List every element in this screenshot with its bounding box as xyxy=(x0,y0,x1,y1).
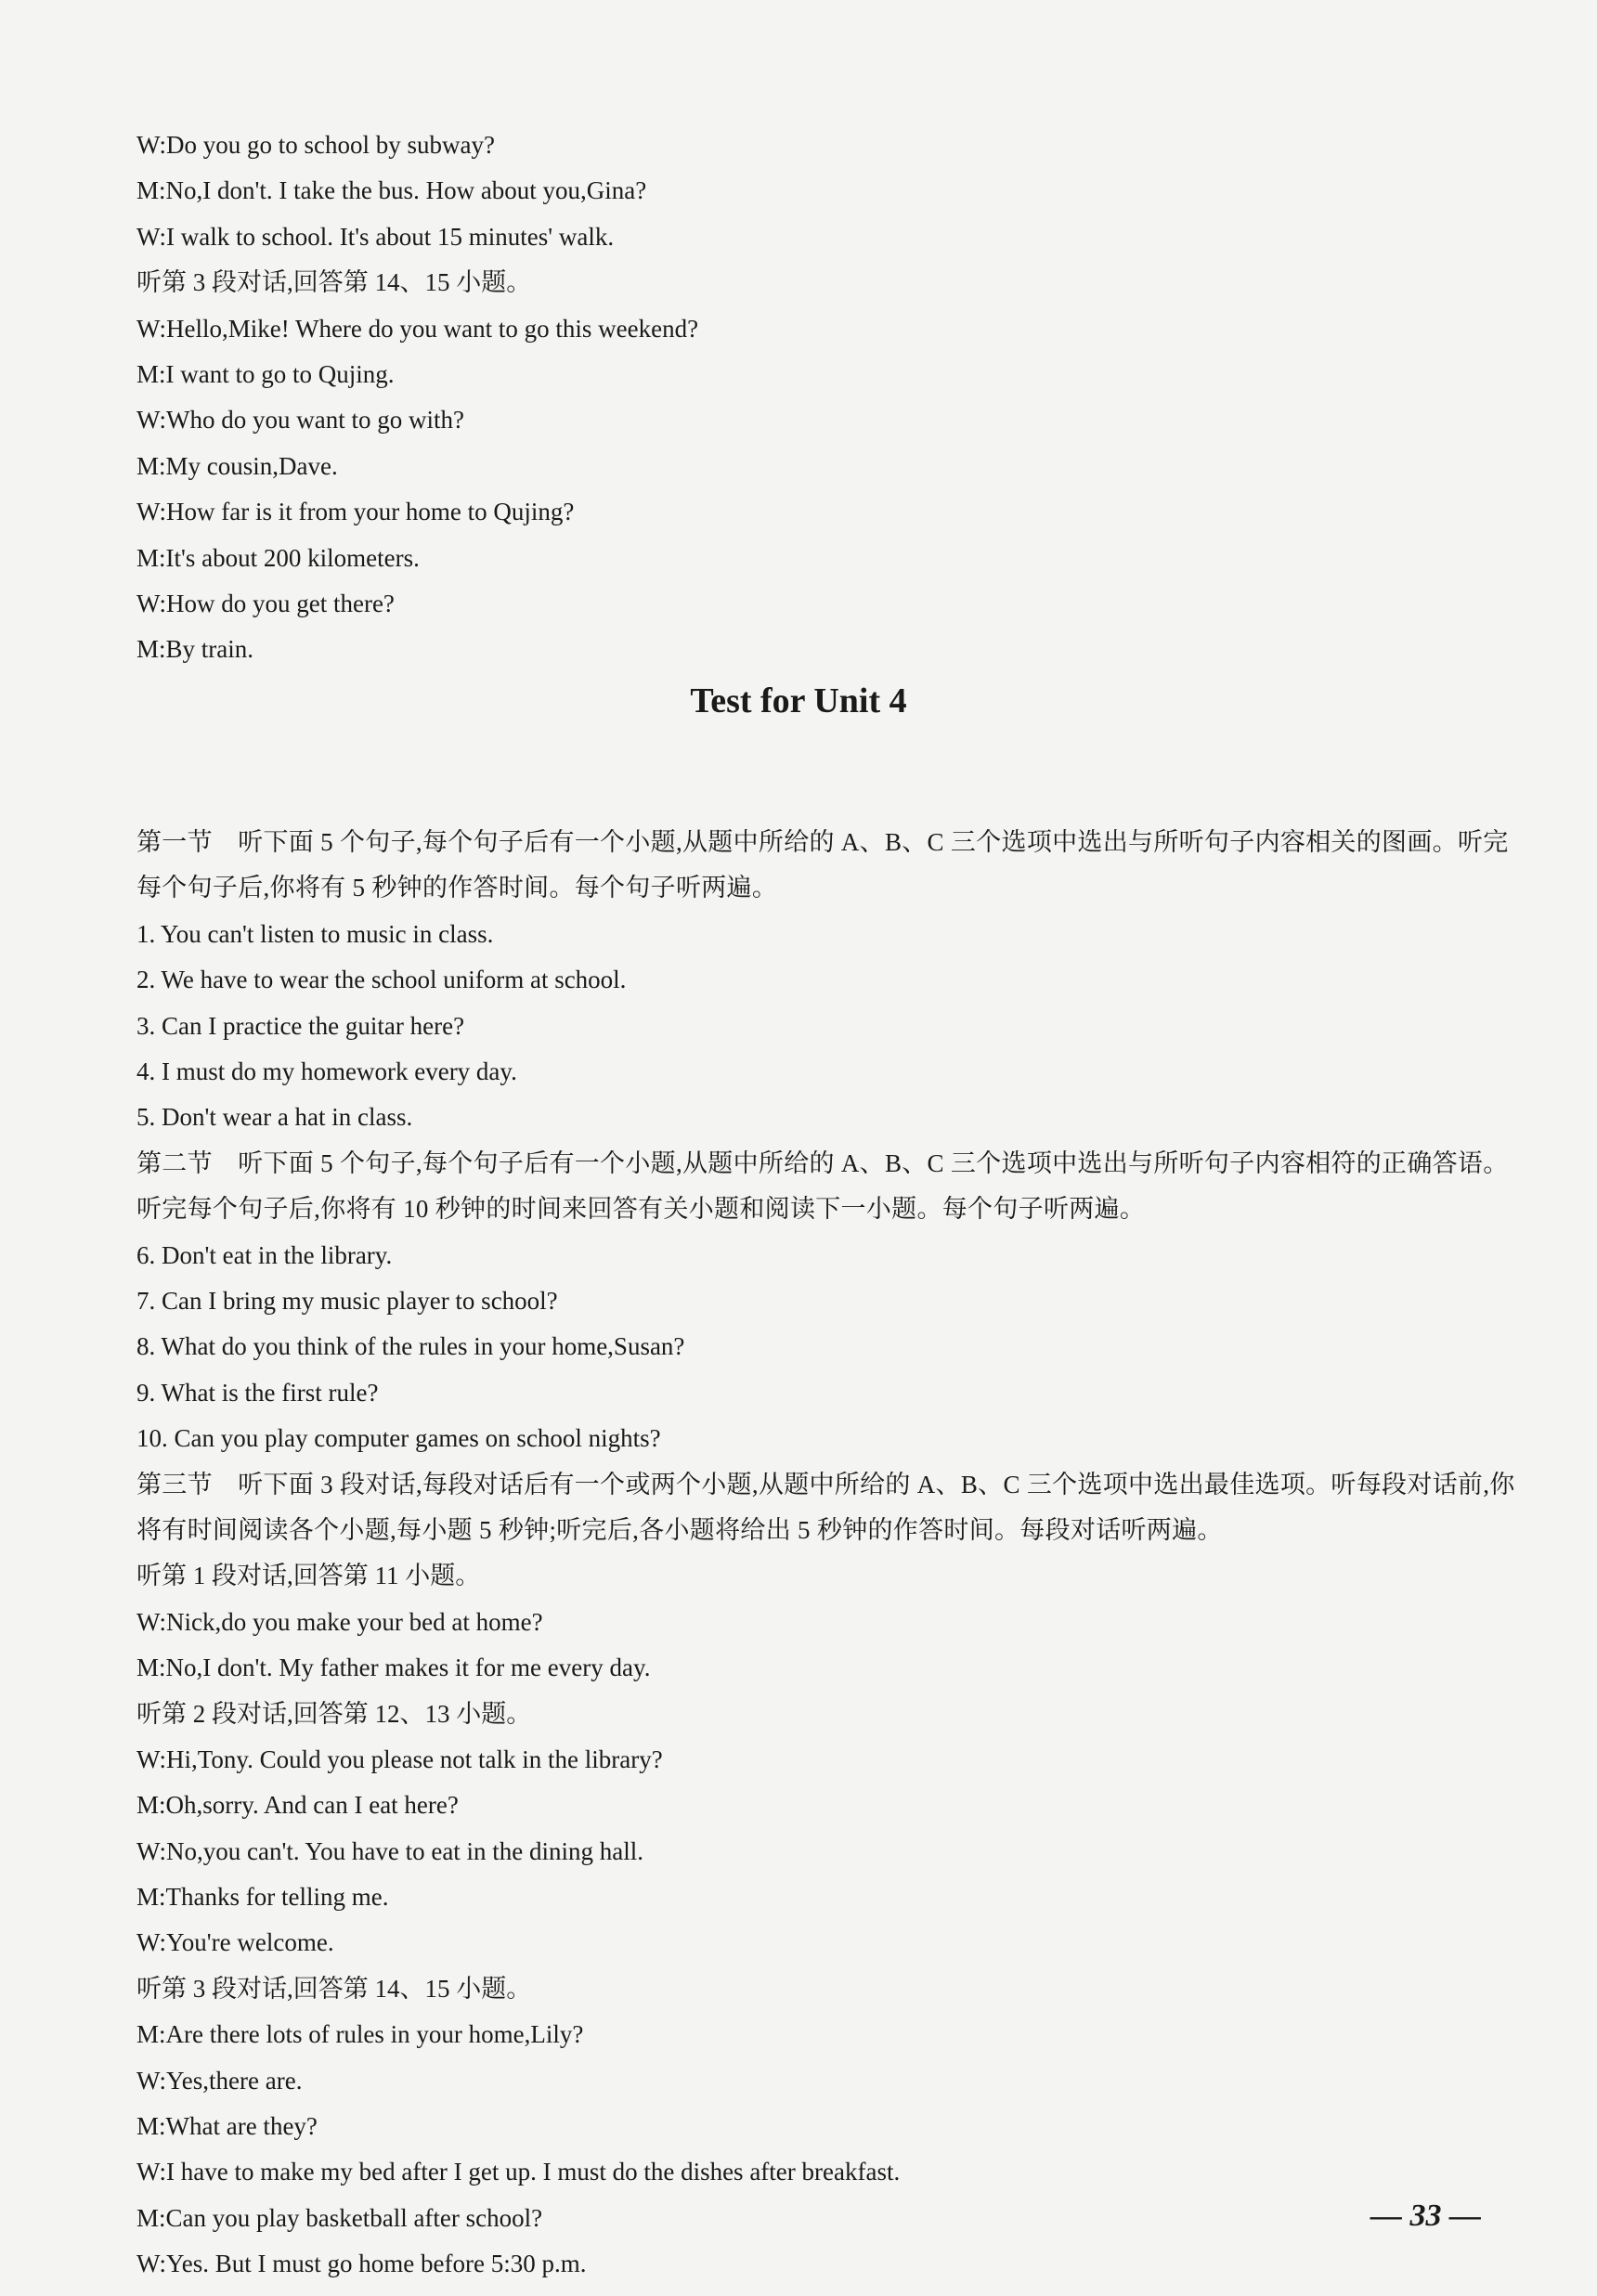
question-item: 3. Can I practice the guitar here? xyxy=(136,1011,465,1040)
text-line: 听第 3 段对话,回答第 14、15 小题。 xyxy=(136,268,532,297)
question-item: 7. Can I bring my music player to school? xyxy=(136,1286,558,1315)
text-line: W:Who do you want to go with? xyxy=(136,406,464,435)
text-line: W:How do you get there? xyxy=(136,589,395,617)
text-line: M:What are they? xyxy=(136,2112,318,2141)
text-line: M:It's about 200 kilometers. xyxy=(136,543,420,572)
text-line: W:You're welcome. xyxy=(136,1928,334,1957)
text-line: M:Thanks for telling me. xyxy=(136,1883,389,1912)
text-line: 听第 2 段对话,回答第 12、13 小题。 xyxy=(136,1699,532,1728)
section3-intro: 第三节 听下面 3 段对话,每段对话后有一个或两个小题,从题中所给的 A、B、C 三个选项中选出最佳选项。听每段对话前,你将有时间阅读各个小题,每小题 5 秒钟;听完后,各小题将给出 5 秒钟的作答时间。每段对话听两遍。 xyxy=(136,1470,1515,1544)
text-line: M:Oh,sorry. And can I eat here? xyxy=(136,1791,459,1820)
text-line: W:Hi,Tony. Could you please not talk in the library? xyxy=(136,1745,663,1773)
text-line: M:I want to go to Qujing. xyxy=(136,359,395,388)
text-line: 听第 1 段对话,回答第 11 小题。 xyxy=(136,1562,481,1590)
question-item: 4. I must do my homework every day. xyxy=(136,1057,517,1085)
question-item: 9. What is the first rule? xyxy=(136,1378,379,1407)
text-line: W:I have to make my bed after I get up. I must do the dishes after breakfast. xyxy=(136,2158,901,2186)
question-item: 6. Don't eat in the library. xyxy=(136,1240,393,1269)
text-line: W:Nick,do you make your bed at home? xyxy=(136,1607,543,1636)
question-item: 1. You can't listen to music in class. xyxy=(136,919,494,948)
question-item: 5. Don't wear a hat in class. xyxy=(136,1103,413,1132)
unit4-test xyxy=(136,820,1520,2288)
text-line: W:I walk to school. It's about 15 minutes' walk. xyxy=(136,222,615,251)
text-line: M:No,I don't. I take the bus. How about you,Gina? xyxy=(136,176,647,205)
text-line: M:No,I don't. My father makes it for me every day. xyxy=(136,1654,651,1682)
question-item: 10. Can you play computer games on school nights? xyxy=(136,1424,661,1453)
dialogue-continuation xyxy=(136,123,1520,673)
text-line: M:Are there lots of rules in your home,Lily? xyxy=(136,2020,584,2049)
text-line: 听第 3 段对话,回答第 14、15 小题。 xyxy=(136,1974,532,2003)
question-item: 8. What do you think of the rules in your home,Susan? xyxy=(136,1332,685,1361)
text-line: W:Do you go to school by subway? xyxy=(136,131,495,159)
page-title: Test for Unit 4 xyxy=(690,681,907,720)
text-line: M:Can you play basketball after school? xyxy=(136,2203,543,2232)
section1-intro: 第一节 听下面 5 个句子,每个句子后有一个小题,从题中所给的 A、B、C 三个选项中选出与所听句子内容相关的图画。听完每个句子后,你将有 5 秒钟的作答时间。每个句子听两遍。 xyxy=(136,828,1509,902)
text-line: W:Hello,Mike! Where do you want to go this weekend? xyxy=(136,314,699,343)
page-number: — 33 — xyxy=(1370,2199,1481,2233)
text-line: W:How far is it from your home to Qujing? xyxy=(136,498,575,526)
section2-intro: 第二节 听下面 5 个句子,每个句子后有一个小题,从题中所给的 A、B、C 三个选项中选出与所听句子内容相符的正确答语。听完每个句子后,你将有 10 秒钟的时间来回答有关小题和阅读下一小题。每个句子听两遍。 xyxy=(136,1148,1509,1224)
text-line: M:My cousin,Dave. xyxy=(136,451,338,480)
question-item: 2. We have to wear the school uniform at school. xyxy=(136,966,627,994)
text-line: W:Yes. But I must go home before 5:30 p.m. xyxy=(136,2250,587,2278)
text-line: W:No,you can't. You have to eat in the dining hall. xyxy=(136,1836,644,1865)
text-line: W:Yes,there are. xyxy=(136,2066,303,2095)
text-line: M:By train. xyxy=(136,635,253,664)
